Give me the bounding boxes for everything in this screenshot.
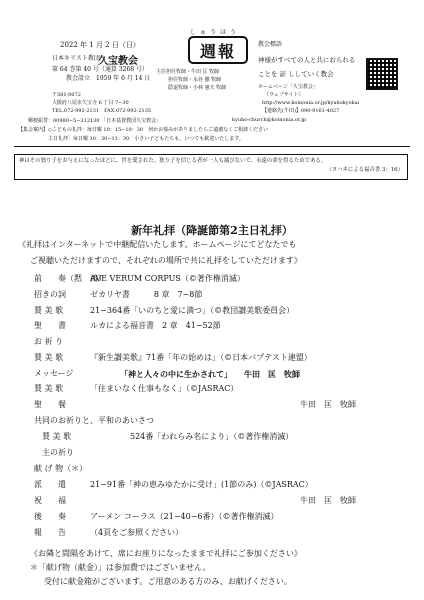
verse-text: 神はその独り子をお与えになったほどに、世を愛された。独り子を信じる者が一人も滅びないで、永遠の命を得るためである。 — [19, 158, 327, 164]
service-title: 新年礼拝（降誕節第2主日礼拝） — [131, 224, 293, 237]
postal-code: 〒581-0072 — [52, 92, 81, 98]
logo-furigana: しゅうほう — [190, 29, 241, 36]
service-item-label: 共同のお祈りと、平和のあいさつ — [34, 416, 154, 425]
service-item-label: 賛 美 歌 — [34, 306, 64, 315]
closing-line-2: ＊「献げ物（献金）」は参加費ではございません。 — [30, 563, 211, 572]
motto-line-1: 神様がすべての人と共におられる — [258, 56, 356, 64]
motto-label: 教会標語 — [258, 41, 283, 48]
pastor-1: 主任担任牧師・牛田 匡 牧師 — [156, 69, 220, 75]
service-item-text: 524番「われらみ名により」（©著作権消滅） — [130, 432, 294, 441]
closing-line-3: 受付に献金箱がございます。ご用意のある方のみ、お献げください。 — [44, 577, 292, 586]
service-item-label: 前 奏（黙 祷） — [34, 274, 106, 283]
service-item-label: お 祈 り — [34, 337, 64, 346]
closing-line-1: 《お隣と間隔をあけて、席にお座りになったままで礼拝にご参加ください》 — [30, 549, 302, 558]
service-item-text: 21−364番「いのちと愛に満つ」（©教団讃美歌委員会） — [90, 306, 295, 315]
header-divider — [14, 146, 410, 147]
weekly-logo: 週報 — [188, 36, 248, 64]
service-item-label: 招きの詞 — [34, 290, 66, 299]
service-item-text: 牛田 匡 牧師 — [300, 400, 356, 409]
contact-phone: 【連絡先(牛田)】090-9161-4027 — [262, 108, 340, 114]
service-item-label: 賛 美 歌 — [34, 384, 64, 393]
verse-reference: （ヨハネによる福音書 3：16） — [326, 167, 403, 173]
website-label: ホームページ「久宝教会」 — [258, 84, 318, 90]
postal-transfer: 郵便振替：00980−5−212130 「日本基督教団久宝教会」 — [28, 118, 162, 124]
service-item-label: 献 げ 物（＊） — [34, 464, 88, 473]
website-url[interactable]: http://www.koinonia.or.jp/kyuhokyokai — [262, 100, 360, 106]
qr-code-icon — [366, 58, 398, 90]
address: 大阪府八尾市久宝寺 6 丁目 7−30 — [52, 100, 129, 106]
issue-number: 第 64 巻第 40 号（通算 3268 号） — [52, 66, 148, 73]
website-label-2: （ウェブサイト） — [264, 92, 304, 98]
service-item-label: 主の祈り — [34, 448, 74, 457]
service-item-label: 祝 福 — [34, 496, 66, 505]
issue-date: 2022 年 1 月 2 日（日） — [60, 41, 140, 49]
service-item-label: 後 奏 — [34, 512, 66, 521]
intro-line-2: ご視聴いただけますので、それぞれの場所で共に礼拝をしていただけます》 — [30, 256, 302, 265]
pastor-3: 隠退牧師・小林 憲夫 牧師 — [168, 85, 227, 91]
service-item-label: 聖 書 — [34, 321, 66, 330]
service-item-text: （4頁をご参照ください） — [90, 528, 184, 537]
service-item-label: 聖 餐 — [34, 400, 66, 409]
service-item-text: 『新生讃美歌』71番「年の始めは」（©日本バプテスト連盟） — [90, 353, 312, 362]
assembly-info-2: 主日礼拝：毎日曜 10：30−11：30 小さい子どもたちも、いつでも歓迎いたします。 — [48, 136, 244, 142]
tel-fax: TEL.072-992-2131 FAX.072-992-2135 — [52, 108, 152, 114]
verse-box — [14, 154, 408, 180]
service-item-text: ゼカリヤ書 8 章 7−8節 — [90, 290, 203, 299]
service-item-label: メッセージ — [34, 369, 74, 378]
service-item-text: アーメン コーラス（21−40−6番）（©著作権消滅） — [90, 512, 279, 521]
service-item-label: 賛 美 歌 — [34, 353, 64, 362]
motto-line-2: ことを 証 ししていく教会 — [258, 70, 334, 78]
pastor-2: 担任牧師・永谷 撒 牧師 — [168, 77, 222, 83]
service-item-text: 牛田 匡 牧師 — [300, 496, 356, 505]
contact-email[interactable]: kyuho-church@koinonia.or.jp — [232, 117, 307, 123]
service-item-label: 報 告 — [34, 528, 66, 537]
service-item-label: 派 遣 — [34, 480, 66, 489]
church-name: 久宝教会 — [98, 56, 138, 67]
founded-date: 教会設立 1959 年 6 月 14 日 — [66, 75, 151, 82]
service-item-label: 賛 美 歌 — [34, 432, 72, 441]
service-item-text: 「住まいなく仕事もなく」（©JASRAC） — [90, 384, 239, 393]
service-item-text: 「神と人々の中に生かされて」 牛田 匡 牧師 — [120, 369, 300, 379]
service-item-text: AVE VERUM CORPUS（©著作権消滅） — [90, 274, 245, 283]
org-name: 日本キリスト教団 — [52, 55, 100, 62]
service-item-text: ルカによる福音書 2 章 41−52節 — [90, 321, 221, 330]
assembly-info-1: 【集会案内】◇こどもの礼拝：毎日曜 10：15−10：30 何かお悩みがありましたらご遠慮なくご相談ください — [18, 127, 269, 133]
service-item-text: 21−91番「神の恵みゆたかに受け」(1節のみ)（©JASRAC） — [90, 480, 313, 489]
intro-line-1: 《礼拝はインターネットで中継配信いたします。ホームページにてどなたでも — [18, 240, 297, 249]
